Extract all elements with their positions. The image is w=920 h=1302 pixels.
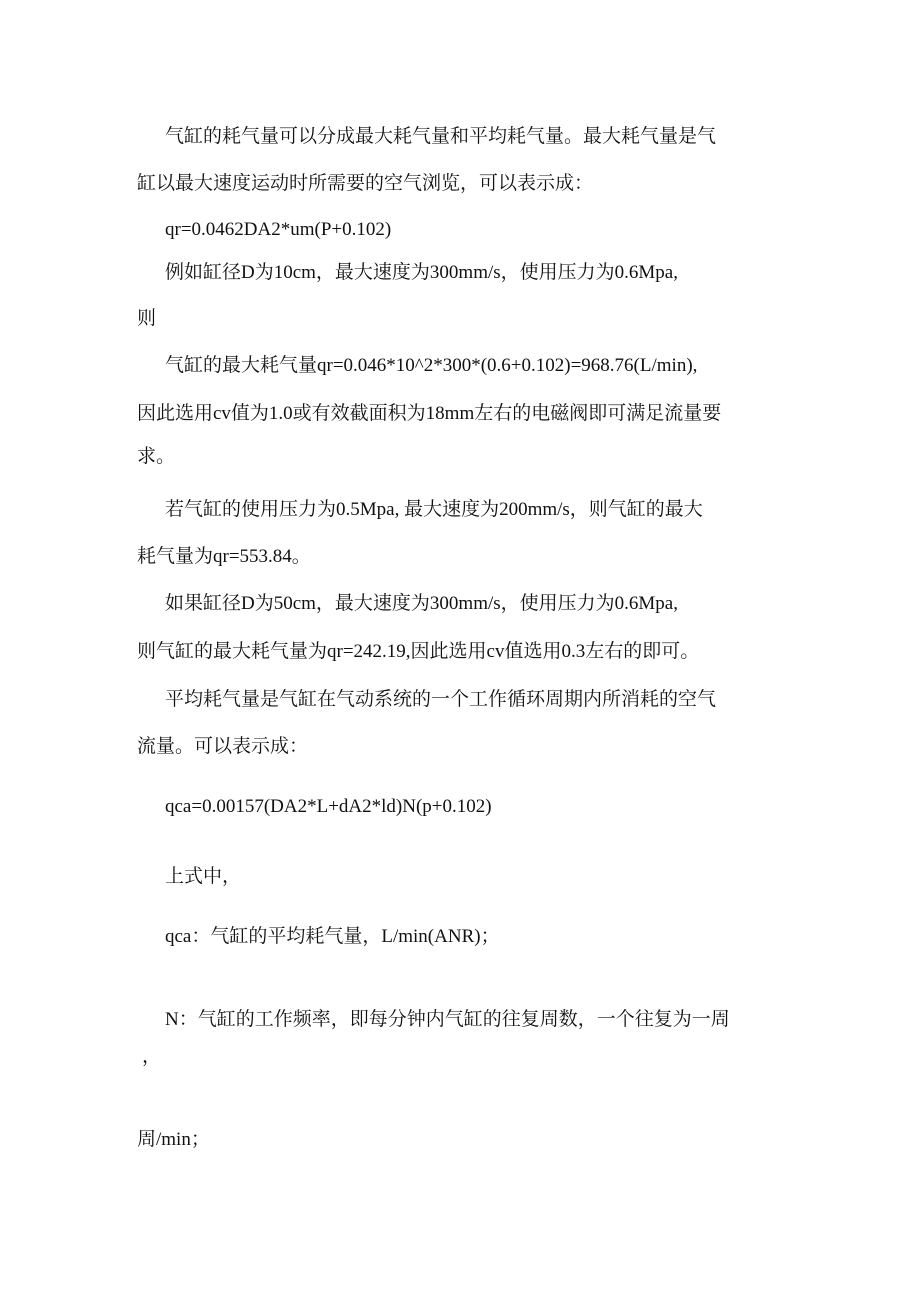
paragraph-line: 平均耗气量是气缸在气动系统的一个工作循环周期内所消耗的空气 — [165, 689, 717, 710]
paragraph-line: 缸以最大速度运动时所需要的空气浏览，可以表示成： — [137, 173, 594, 194]
paragraph-line: 因此选用cv值为1.0或有效截面积为18mm左右的电磁阀即可满足流量要 — [137, 403, 722, 424]
paragraph-line: 若气缸的使用压力为0.5Mpa, 最大速度为200mm/s，则气缸的最大 — [165, 499, 703, 520]
paragraph-line: 例如缸径D为10cm，最大速度为300mm/s，使用压力为0.6Mpa, — [165, 262, 678, 283]
formula-line: qca=0.00157(DA2*L+dA2*ld)N(p+0.102) — [165, 796, 492, 817]
paragraph-line: 求。 — [137, 446, 176, 467]
formula-line: qr=0.0462DA2*um(P+0.102) — [165, 219, 392, 240]
definition-line: N：气缸的工作频率，即每分钟内气缸的往复周数，一个往复为一周 — [165, 1009, 730, 1030]
definition-line: 周/min； — [137, 1129, 210, 1150]
paragraph-line: 则 — [137, 308, 157, 329]
paragraph-line: 流量。可以表示成： — [137, 736, 309, 757]
paragraph-line: 气缸的耗气量可以分成最大耗气量和平均耗气量。最大耗气量是气 — [165, 126, 717, 147]
paragraph-line: 上式中， — [165, 866, 242, 887]
definition-line: qca：气缸的平均耗气量，L/min(ANR)； — [165, 926, 500, 947]
paragraph-line: 耗气量为qr=553.84。 — [137, 546, 311, 567]
paragraph-line: 气缸的最大耗气量qr=0.046*10^2*300*(0.6+0.102)=968.76(L/min), — [165, 355, 698, 376]
stray-comma: ， — [142, 1046, 162, 1067]
paragraph-line: 如果缸径D为50cm，最大速度为300mm/s，使用压力为0.6Mpa, — [165, 593, 678, 614]
paragraph-line: 则气缸的最大耗气量为qr=242.19,因此选用cv值选用0.3左右的即可。 — [137, 641, 700, 662]
